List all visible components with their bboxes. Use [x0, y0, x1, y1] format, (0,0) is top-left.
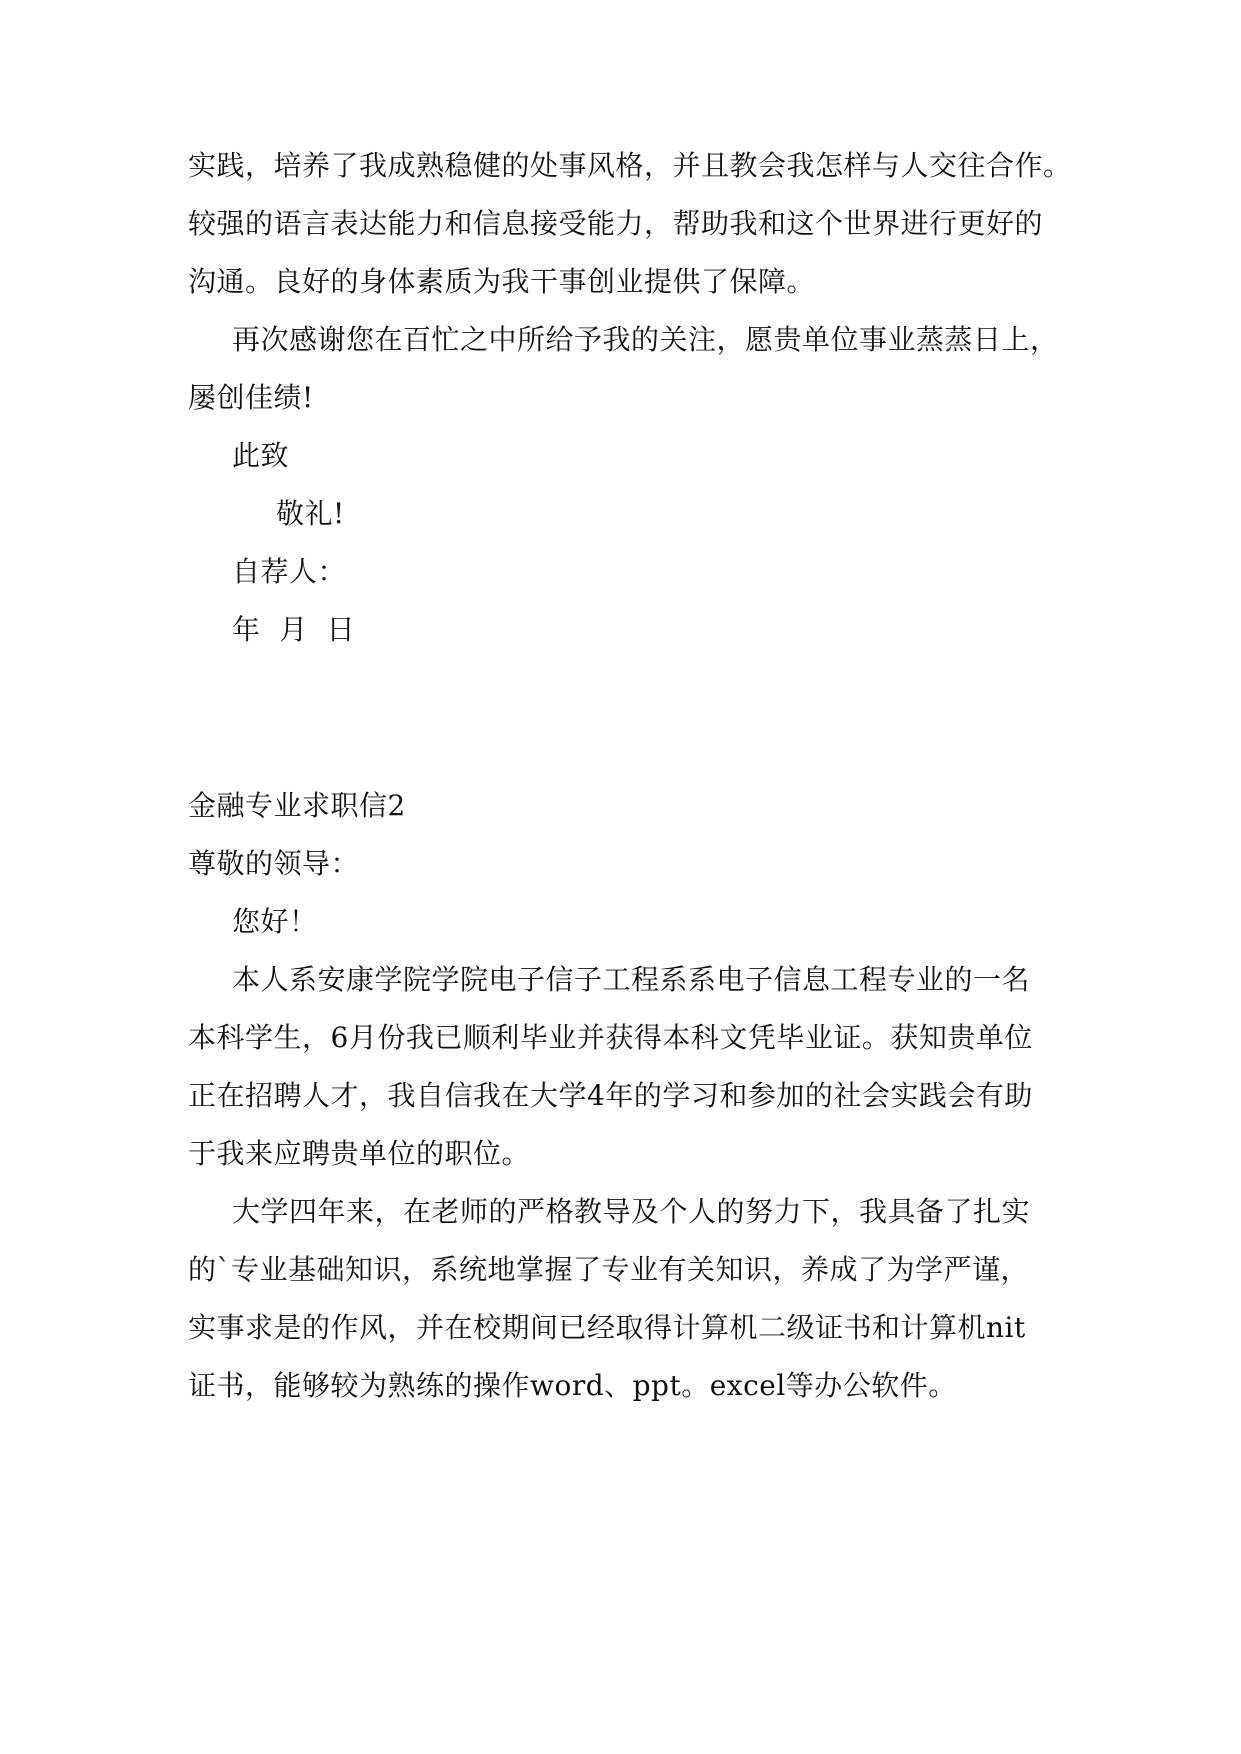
hello-text: 您好！ — [232, 905, 318, 938]
paragraph-line: 本人系安康学院学院电子信子工程系系电子信息工程专业的一名 — [232, 963, 1031, 996]
paragraph-line: 实事求是的作风，并在校期间已经取得计算机二级证书和计算机nit — [188, 1311, 1026, 1344]
paragraph-line: 实践，培养了我成熟稳健的处事风格，并且教会我怎样与人交往合作。 — [188, 149, 1072, 182]
paragraph-line: 的`专业基础知识，系统地掌握了专业有关知识，养成了为学严谨， — [188, 1253, 1030, 1286]
paragraph-line: 正在招聘人才，我自信我在大学4年的学习和参加的社会实践会有助 — [188, 1079, 1033, 1112]
closing-text: 此致 — [232, 439, 290, 472]
salute-text: 敬礼! — [276, 497, 345, 530]
date-label: 年 月 日 — [232, 613, 356, 646]
paragraph-line: 证书，能够较为熟练的操作word、ppt。excel等办公软件。 — [188, 1369, 957, 1402]
paragraph-line: 沟通。良好的身体素质为我干事创业提供了保障。 — [188, 265, 816, 298]
signer-label: 自荐人： — [232, 555, 347, 588]
letter-title: 金融专业求职信2 — [188, 789, 406, 822]
paragraph-line: 较强的语言表达能力和信息接受能力，帮助我和这个世界进行更好的 — [188, 207, 1044, 240]
paragraph-line: 大学四年来，在老师的严格教导及个人的努力下，我具备了扎实 — [232, 1195, 1031, 1228]
paragraph-line: 本科学生，6月份我已顺利毕业并获得本科文凭毕业证。获知贵单位 — [188, 1021, 1033, 1054]
greeting-text: 尊敬的领导： — [188, 847, 360, 880]
paragraph-line: 于我来应聘贵单位的职位。 — [188, 1137, 531, 1170]
paragraph-line: 屡创佳绩! — [188, 381, 314, 414]
paragraph-line: 再次感谢您在百忙之中所给予我的关注，愿贵单位事业蒸蒸日上， — [232, 323, 1059, 356]
